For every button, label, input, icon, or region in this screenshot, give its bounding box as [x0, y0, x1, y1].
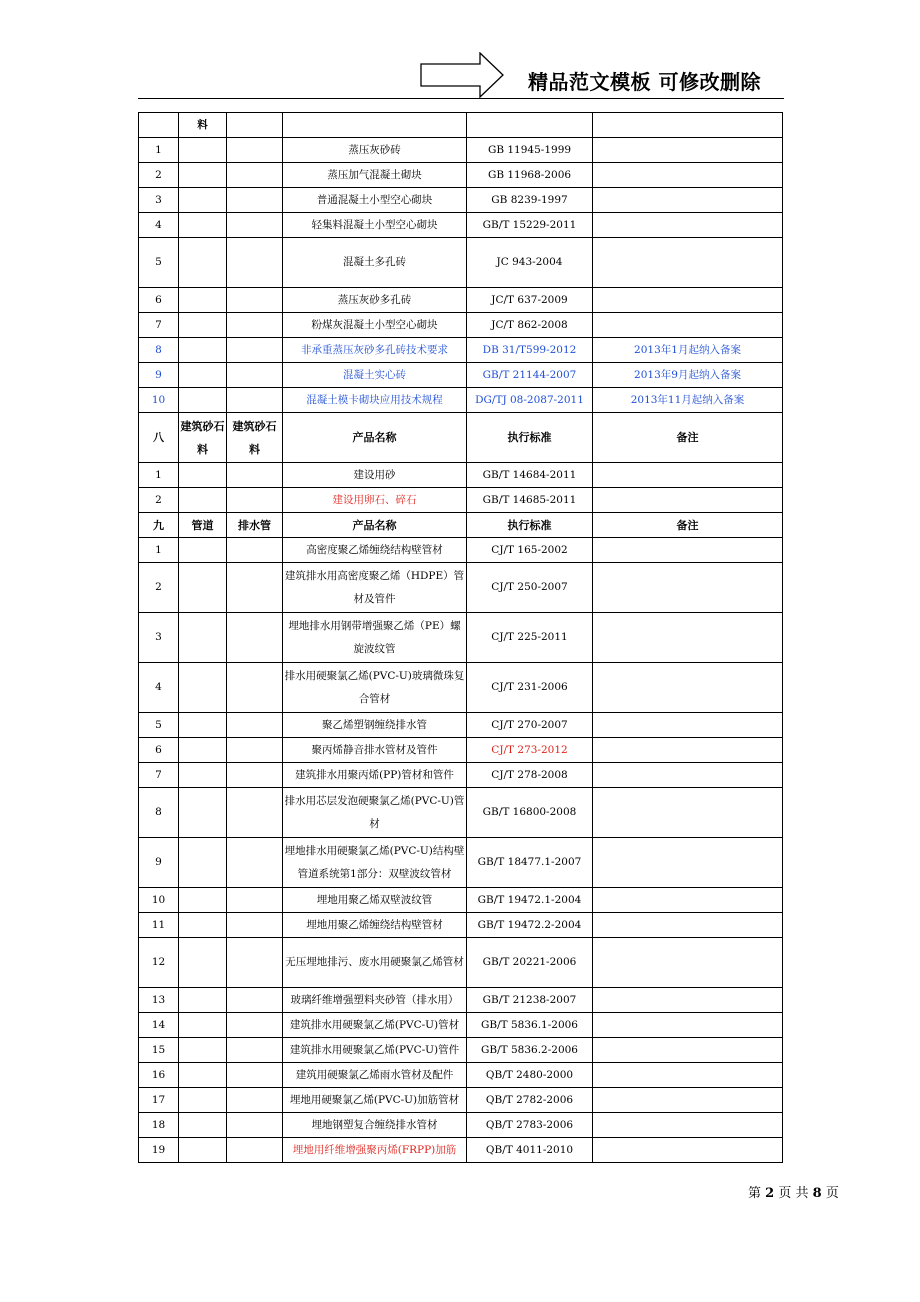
product-name: 蒸压加气混凝土砌块 — [283, 163, 467, 188]
arrow-icon — [420, 52, 504, 98]
table-row — [139, 838, 783, 888]
subcategory-cell: 排水管 — [227, 513, 283, 538]
note — [593, 138, 783, 163]
table-row — [139, 1138, 783, 1163]
table-row — [139, 1088, 783, 1113]
product-name: 埋地用聚乙烯双壁波纹管 — [283, 888, 467, 913]
table-row — [139, 738, 783, 763]
row-number: 5 — [139, 713, 179, 738]
note — [593, 313, 783, 338]
product-name: 聚乙烯塑钢缠绕排水管 — [283, 713, 467, 738]
row-number: 4 — [139, 213, 179, 238]
table-row — [139, 763, 783, 788]
table-row — [139, 188, 783, 213]
note: 2013年11月起纳入备案 — [593, 388, 783, 413]
standard-code: CJ/T 278-2008 — [467, 763, 593, 788]
row-number: 9 — [139, 363, 179, 388]
table-row — [139, 888, 783, 913]
standard-code: GB 8239-1997 — [467, 188, 593, 213]
column-header-note: 备注 — [593, 413, 783, 463]
product-name: 埋地排水用钢带增强聚乙烯（PE）螺旋波纹管 — [283, 613, 467, 663]
product-name: 建筑用硬聚氯乙烯雨水管材及配件 — [283, 1063, 467, 1088]
note — [593, 238, 783, 288]
table-row — [139, 113, 783, 138]
table-row — [139, 488, 783, 513]
table-row — [139, 238, 783, 288]
standard-code: GB/T 5836.2-2006 — [467, 1038, 593, 1063]
note: 2013年1月起纳入备案 — [593, 338, 783, 363]
product-name: 埋地用硬聚氯乙烯(PVC-U)加筋管材 — [283, 1088, 467, 1113]
product-name: 混凝土模卡砌块应用技术规程 — [283, 388, 467, 413]
standard-code: QB/T 4011-2010 — [467, 1138, 593, 1163]
row-number: 2 — [139, 488, 179, 513]
row-number: 2 — [139, 563, 179, 613]
product-name: 玻璃纤维增强塑料夹砂管（排水用） — [283, 988, 467, 1013]
row-number: 2 — [139, 163, 179, 188]
product-name: 埋地钢塑复合缠绕排水管材 — [283, 1113, 467, 1138]
row-number: 7 — [139, 763, 179, 788]
column-header-standard: 执行标准 — [467, 413, 593, 463]
table-row — [139, 163, 783, 188]
row-number: 12 — [139, 938, 179, 988]
product-name: 非承重蒸压灰砂多孔砖技术要求 — [283, 338, 467, 363]
subcategory-cell: 建筑砂石料 — [227, 413, 283, 463]
section-header-row — [139, 413, 783, 463]
standard-code: GB/T 5836.1-2006 — [467, 1013, 593, 1038]
table-row — [139, 1063, 783, 1088]
standard-code: QB/T 2783-2006 — [467, 1113, 593, 1138]
table-row — [139, 338, 783, 363]
standard-code: CJ/T 231-2006 — [467, 663, 593, 713]
row-number: 4 — [139, 663, 179, 713]
table-row — [139, 138, 783, 163]
table-row — [139, 563, 783, 613]
row-number: 11 — [139, 913, 179, 938]
section-header-row — [139, 513, 783, 538]
row-number: 6 — [139, 288, 179, 313]
standard-code: GB/T 15229-2011 — [467, 213, 593, 238]
table-row — [139, 538, 783, 563]
header-divider — [138, 98, 784, 99]
table-row — [139, 988, 783, 1013]
row-number: 7 — [139, 313, 179, 338]
table-row — [139, 663, 783, 713]
product-name: 建筑排水用高密度聚乙烯（HDPE）管材及管件 — [283, 563, 467, 613]
standard-code: JC 943-2004 — [467, 238, 593, 288]
standard-code: GB/T 18477.1-2007 — [467, 838, 593, 888]
product-name: 建设用砂 — [283, 463, 467, 488]
standard-code: CJ/T 225-2011 — [467, 613, 593, 663]
standard-code: CJ/T 273-2012 — [467, 738, 593, 763]
row-number: 10 — [139, 388, 179, 413]
row-number: 15 — [139, 1038, 179, 1063]
row-number: 1 — [139, 138, 179, 163]
table-row — [139, 1038, 783, 1063]
row-number: 3 — [139, 188, 179, 213]
category-cell: 料 — [179, 113, 227, 138]
note — [593, 213, 783, 238]
note — [593, 163, 783, 188]
product-name: 建筑排水用聚丙烯(PP)管材和管件 — [283, 763, 467, 788]
standard-code: CJ/T 165-2002 — [467, 538, 593, 563]
product-name: 混凝土多孔砖 — [283, 238, 467, 288]
product-name: 混凝土实心砖 — [283, 363, 467, 388]
standard-code: GB/T 14685-2011 — [467, 488, 593, 513]
standard-code: JC/T 862-2008 — [467, 313, 593, 338]
column-header-standard: 执行标准 — [467, 513, 593, 538]
standard-code: GB 11968-2006 — [467, 163, 593, 188]
row-number: 5 — [139, 238, 179, 288]
standard-code: QB/T 2782-2006 — [467, 1088, 593, 1113]
table-row — [139, 213, 783, 238]
note — [593, 288, 783, 313]
standard-code: GB/T 21144-2007 — [467, 363, 593, 388]
row-number: 16 — [139, 1063, 179, 1088]
table-row — [139, 313, 783, 338]
column-header-name: 产品名称 — [283, 513, 467, 538]
table-row — [139, 788, 783, 838]
product-name: 无压埋地排污、废水用硬聚氯乙烯管材 — [283, 938, 467, 988]
row-number: 8 — [139, 338, 179, 363]
standards-table — [138, 112, 783, 1163]
row-number: 10 — [139, 888, 179, 913]
product-name: 建筑排水用硬聚氯乙烯(PVC-U)管件 — [283, 1038, 467, 1063]
column-header-note: 备注 — [593, 513, 783, 538]
product-name: 高密度聚乙烯缠绕结构壁管材 — [283, 538, 467, 563]
product-name: 埋地排水用硬聚氯乙烯(PVC-U)结构壁管道系统第1部分：双壁波纹管材 — [283, 838, 467, 888]
row-number: 6 — [139, 738, 179, 763]
row-number: 17 — [139, 1088, 179, 1113]
table-row — [139, 463, 783, 488]
standard-code: CJ/T 270-2007 — [467, 713, 593, 738]
table-row — [139, 613, 783, 663]
product-name: 建设用卵石、碎石 — [283, 488, 467, 513]
table-row — [139, 288, 783, 313]
table-row — [139, 363, 783, 388]
table-row — [139, 1113, 783, 1138]
table-row — [139, 388, 783, 413]
row-number: 14 — [139, 1013, 179, 1038]
standard-code: GB/T 19472.1-2004 — [467, 888, 593, 913]
standard-code: GB 11945-1999 — [467, 138, 593, 163]
product-name: 排水用芯层发泡硬聚氯乙烯(PVC-U)管材 — [283, 788, 467, 838]
table-row — [139, 1013, 783, 1038]
row-number: 1 — [139, 463, 179, 488]
table-row — [139, 713, 783, 738]
standard-code: GB/T 21238-2007 — [467, 988, 593, 1013]
row-number: 1 — [139, 538, 179, 563]
product-name: 排水用硬聚氯乙烯(PVC-U)玻璃微珠复合管材 — [283, 663, 467, 713]
standard-code: CJ/T 250-2007 — [467, 563, 593, 613]
product-name: 轻集料混凝土小型空心砌块 — [283, 213, 467, 238]
row-number: 18 — [139, 1113, 179, 1138]
standard-code: DB 31/T599-2012 — [467, 338, 593, 363]
row-number: 8 — [139, 788, 179, 838]
standard-code: GB/T 14684-2011 — [467, 463, 593, 488]
row-number: 13 — [139, 988, 179, 1013]
standard-code: GB/T 20221-2006 — [467, 938, 593, 988]
product-name: 普通混凝土小型空心砌块 — [283, 188, 467, 213]
note: 2013年9月起纳入备案 — [593, 363, 783, 388]
standard-code: GB/T 19472.2-2004 — [467, 913, 593, 938]
product-name: 聚丙烯静音排水管材及管件 — [283, 738, 467, 763]
section-number: 九 — [139, 513, 179, 538]
header-title: 精品范文模板 可修改删除 — [528, 70, 761, 94]
category-cell: 建筑砂石料 — [179, 413, 227, 463]
table-row — [139, 913, 783, 938]
product-name: 粉煤灰混凝土小型空心砌块 — [283, 313, 467, 338]
row-number: 9 — [139, 838, 179, 888]
product-name: 蒸压灰砂多孔砖 — [283, 288, 467, 313]
product-name: 建筑排水用硬聚氯乙烯(PVC-U)管材 — [283, 1013, 467, 1038]
note — [593, 188, 783, 213]
standard-code: GB/T 16800-2008 — [467, 788, 593, 838]
product-name: 埋地用聚乙烯缠绕结构壁管材 — [283, 913, 467, 938]
product-name: 埋地用纤维增强聚丙烯(FRPP)加筋 — [283, 1138, 467, 1163]
page-number: 第 2 页 共 8 页 — [748, 1186, 839, 1201]
standard-code: QB/T 2480-2000 — [467, 1063, 593, 1088]
column-header-name: 产品名称 — [283, 413, 467, 463]
standard-code: DG/TJ 08-2087-2011 — [467, 388, 593, 413]
total-pages: 8 — [812, 1186, 822, 1201]
section-number: 八 — [139, 413, 179, 463]
row-number: 3 — [139, 613, 179, 663]
row-number: 19 — [139, 1138, 179, 1163]
product-name: 蒸压灰砂砖 — [283, 138, 467, 163]
category-cell: 管道 — [179, 513, 227, 538]
table-row — [139, 938, 783, 988]
standard-code: JC/T 637-2009 — [467, 288, 593, 313]
current-page: 2 — [765, 1186, 775, 1201]
